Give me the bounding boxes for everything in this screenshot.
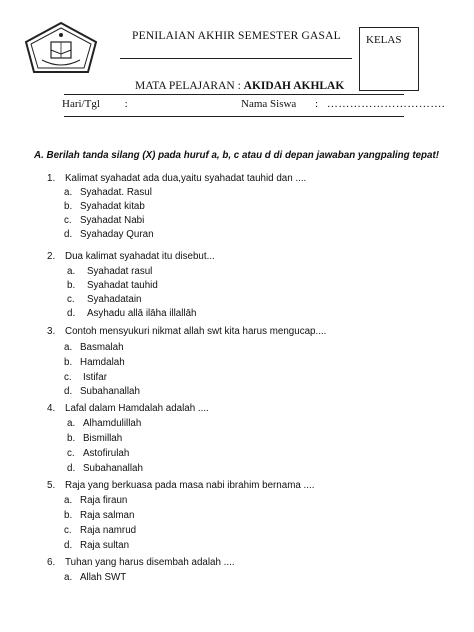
- option-letter: d.: [64, 386, 73, 397]
- option-text: Alhamdulillah: [83, 418, 142, 429]
- option-text: Syahadat rasul: [87, 266, 153, 277]
- option[interactable]: [67, 463, 143, 474]
- option-letter: a.: [64, 187, 73, 198]
- kelas-label: KELAS: [366, 34, 402, 46]
- hari-label: Hari/Tgl: [62, 98, 100, 110]
- option[interactable]: [67, 266, 152, 277]
- question-3: [47, 326, 326, 337]
- option[interactable]: [64, 201, 145, 212]
- nama-colon: :: [315, 98, 319, 110]
- hari-field: [62, 98, 128, 110]
- option-text: Syahadat kitab: [80, 201, 145, 212]
- option[interactable]: [64, 540, 129, 551]
- subject-label: MATA PELAJARAN :: [135, 80, 241, 92]
- bottom-divider: [64, 116, 404, 117]
- option[interactable]: [64, 386, 140, 397]
- option[interactable]: [67, 418, 141, 429]
- option-letter: d.: [67, 463, 76, 474]
- option[interactable]: [64, 525, 136, 536]
- option-text: Hamdalah: [80, 357, 125, 368]
- option[interactable]: [64, 357, 125, 368]
- option-letter: c.: [64, 372, 72, 383]
- option[interactable]: [64, 342, 124, 353]
- question-number: 2.: [47, 251, 56, 262]
- question-6: [47, 557, 235, 568]
- question-5: [47, 480, 314, 491]
- option-text: Astofirulah: [83, 448, 130, 459]
- option-letter: c.: [67, 448, 75, 459]
- option-text: Asyhadu allā ilāha illallāh: [87, 308, 197, 319]
- option-letter: a.: [67, 418, 76, 429]
- option-letter: c.: [67, 294, 75, 305]
- option-text: Raja salman: [80, 510, 135, 521]
- option-letter: c.: [64, 215, 72, 226]
- subject-line: [135, 80, 415, 92]
- option-text: Basmalah: [80, 342, 124, 353]
- option-text: Syahaday Quran: [80, 229, 154, 240]
- question-number: 3.: [47, 326, 56, 337]
- top-divider: [64, 94, 404, 95]
- option[interactable]: [67, 308, 196, 319]
- option-letter: c.: [64, 525, 72, 536]
- question-text: Lafal dalam Hamdalah adalah ....: [65, 403, 209, 414]
- question-text: Dua kalimat syahadat itu disebut...: [65, 251, 215, 262]
- option-text: Raja sultan: [80, 540, 130, 551]
- option[interactable]: [64, 510, 134, 521]
- option-text: Syahadatain: [87, 294, 142, 305]
- question-1: [47, 173, 306, 184]
- option-text: Syahadat Nabi: [80, 215, 145, 226]
- question-2: [47, 251, 215, 262]
- option[interactable]: [67, 433, 122, 444]
- option-letter: b.: [67, 433, 76, 444]
- subject-value: AKIDAH AKHLAK: [243, 80, 345, 92]
- question-text: Contoh mensyukuri nikmat allah swt kita harus mengucap....: [65, 326, 327, 337]
- option-text: Syahadat tauhid: [87, 280, 158, 291]
- option[interactable]: [64, 495, 127, 506]
- school-emblem-icon: [22, 20, 100, 76]
- option-text: Bismillah: [83, 433, 123, 444]
- hari-colon: :: [124, 98, 128, 110]
- option-letter: b.: [67, 280, 76, 291]
- question-text: Raja yang berkuasa pada masa nabi ibrahim bernama ....: [65, 480, 315, 491]
- option-letter: b.: [64, 510, 73, 521]
- option-text: Raja firaun: [80, 495, 128, 506]
- question-text: Kalimat syahadat ada dua,yaitu syahadat tauhid dan ....: [65, 173, 307, 184]
- option-letter: a.: [64, 495, 73, 506]
- option-text: Subahanallah: [80, 386, 140, 397]
- option-text: Raja namrud: [80, 525, 137, 536]
- option[interactable]: [67, 294, 141, 305]
- option-letter: d.: [64, 540, 73, 551]
- option-letter: a.: [67, 266, 76, 277]
- nama-blank: ………………………….: [326, 98, 446, 110]
- option[interactable]: [64, 215, 144, 226]
- option[interactable]: [64, 372, 107, 383]
- option-text: Subahanallah: [83, 463, 143, 474]
- option-text: Istifar: [83, 372, 107, 383]
- question-4: [47, 403, 209, 414]
- option[interactable]: [64, 229, 154, 240]
- nama-label: Nama Siswa: [241, 98, 297, 110]
- question-text: Tuhan yang harus disembah adalah ....: [65, 557, 235, 568]
- option[interactable]: [64, 187, 152, 198]
- option-text: Allah SWT: [80, 572, 127, 583]
- option-letter: d.: [64, 229, 73, 240]
- question-number: 5.: [47, 480, 56, 491]
- instruction-text: A. Berilah tanda silang (X) pada huruf a, b, c atau d di depan jawaban yangpaling tepat!: [34, 150, 439, 161]
- option-letter: b.: [64, 357, 73, 368]
- option[interactable]: [64, 572, 126, 583]
- question-number: 6.: [47, 557, 56, 568]
- header-divider: [120, 58, 352, 59]
- question-number: 4.: [47, 403, 56, 414]
- option[interactable]: [67, 448, 129, 459]
- option-letter: a.: [64, 342, 73, 353]
- option-text: Syahadat. Rasul: [80, 187, 152, 198]
- option-letter: b.: [64, 201, 73, 212]
- option-letter: d.: [67, 308, 76, 319]
- option[interactable]: [67, 280, 158, 291]
- nama-field: [241, 98, 445, 110]
- question-number: 1.: [47, 173, 56, 184]
- option-letter: a.: [64, 572, 73, 583]
- exam-title: PENILAIAN AKHIR SEMESTER GASAL: [132, 30, 341, 42]
